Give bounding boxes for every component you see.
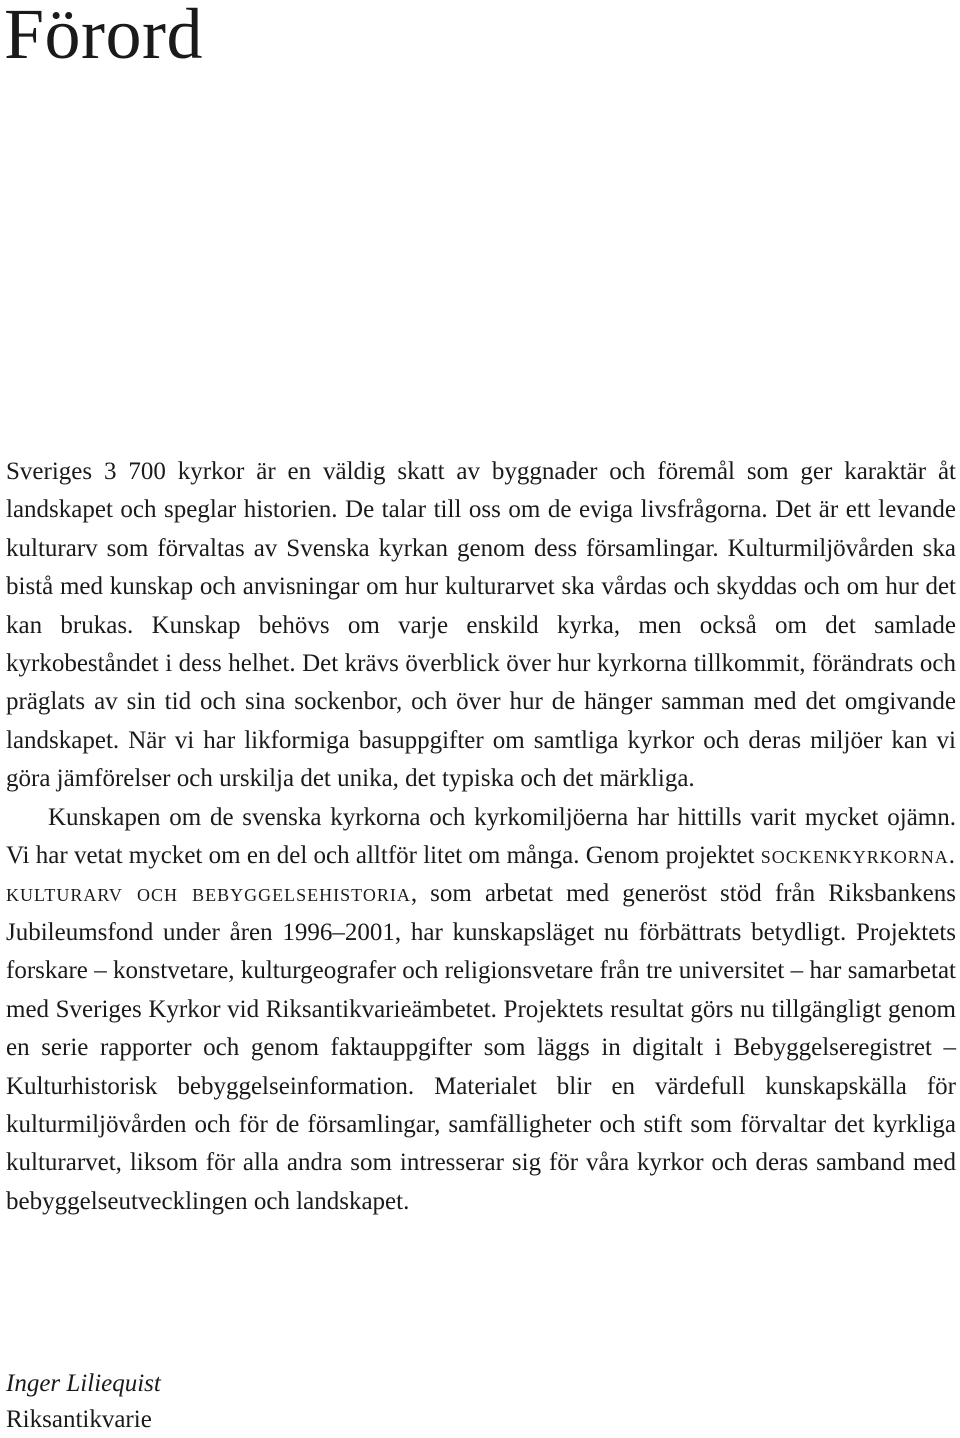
paragraph-1-text: Sveriges 3 700 kyrkor är en väldig skatt av byggnader och föremål som ger karaktär åt landskapet och speglar historien. De talar till oss om de eviga livsfrågorna. Det är ett levande kulturarv som förvaltas av Svenska kyrkan genom dess församlingar. Kulturmiljövården ska bistå med kunskap och anvisningar om hur kulturarvet ska vårdas och skyddas och om hur det kan brukas. Kunskap behövs om varje enskild kyrka, men också om det samlade kyrkobeståndet i dess helhet. Det krävs överblick över hur kyrkorna tillkommit, förändrats och präglats av sin tid och sina sockenbor, och över hur de hänger samman med det omgivande landskapet. När vi har likformiga basuppgifter om samtliga kyrkor och deras miljöer kan vi göra jämförelser och urskilja det unika, det typiska och det märkliga. — [6, 458, 956, 793]
paragraph-2-text-a: Kunskapen om de svenska kyrkorna och kyrkomiljöerna har hittills varit mycket ojämn. Vi har vetat mycket om en del och alltför litet om många. Genom projektet — [6, 803, 956, 870]
page-title: Förord — [4, 0, 203, 74]
body-text — [6, 453, 956, 1221]
signature-block — [6, 1366, 161, 1438]
signature-name: Inger Liliequist — [6, 1370, 161, 1397]
signature-role: Riksantikvarie — [6, 1406, 152, 1433]
paragraph-1 — [6, 453, 956, 799]
paragraph-2-text-b: , som arbetat med generöst stöd från Riksbankens Jubileumsfond under åren 1996–2001, har kunskapsläget nu förbättrats betydligt. Projektets forskare – konstvetare, kulturgeografer och religionsvetare från tre universitet – har samarbetat med Sveriges Kyrkor vid Riksantikvarieämbetet. Projektets resultat görs nu tillgängligt genom en serie rapporter och genom faktauppgifter som läggs in digitalt i Bebyggelseregistret – Kulturhistorisk bebyggelseinformation. Materialet blir en värdefull kunskapskälla för kulturmiljövården och för de församlingar, samfälligheter och stift som förvaltar det kyrkliga kulturarvet, liksom för alla andra som intresserar sig för våra kyrkor och deras samband med bebyggelseutvecklingen och landskapet. — [6, 880, 956, 1215]
paragraph-2 — [6, 799, 956, 1221]
project-name-smallcaps: sockenkyrkorna. kulturarv och bebyggelsehistoria — [6, 842, 956, 908]
